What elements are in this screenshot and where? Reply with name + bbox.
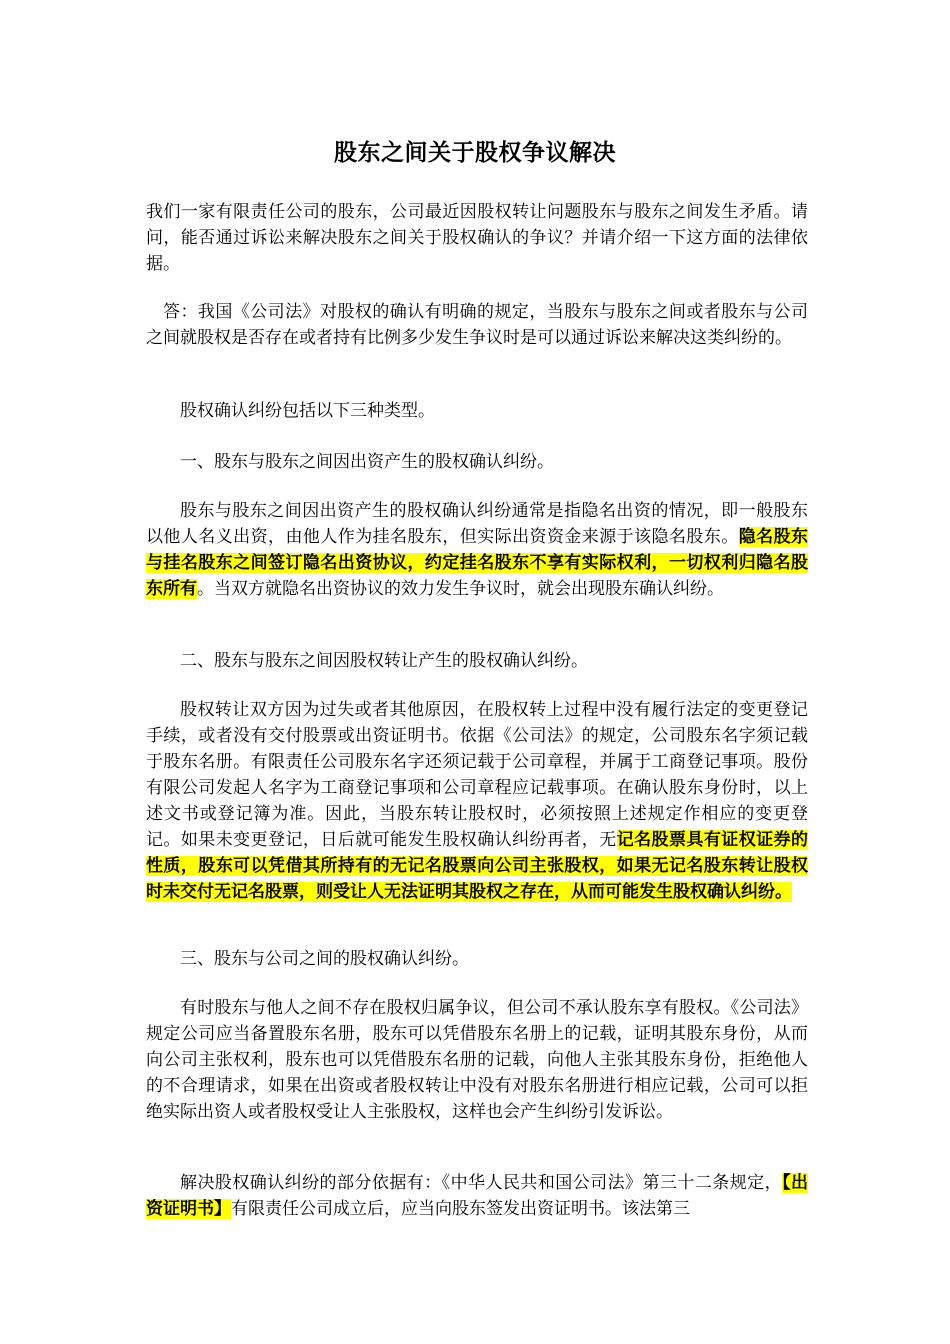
section3-paragraph: 有时股东与他人之间不存在股权归属争议，但公司不承认股东享有股权。《公司法》规定公司应当备置股东名册，股东可以凭借股东名册上的记载，证明其股东身份，从而向公司主张权利，股东也可以凭借股东名册的记载，向他人主张其股东身份，拒绝他人的不合理请求，如果在出资或者股权转让中没有对股东名册进行相应记载，公司可以拒绝实际出资人或者股权受让人主张股权，这样也会产生纠纷引发诉讼。	[146, 998, 808, 1122]
section1-text-end: 。当双方就隐名出资协议的效力发生争议时，就会出现股东确认纠纷。	[197, 579, 724, 599]
section2-paragraph	[146, 697, 808, 905]
section2-text-start: 股权转让双方因为过失或者其他原因，在股权转上过程中没有履行法定的变更登记手续，或者没有交付股票或出资证明书。依据《公司法》的规定，公司股东名字须记载于股东名册。有限责任公司股东名字还须记载于公司章程，并属于工商登记事项。股份有限公司发起人名字为工商登记事项和公司章程应记载事项。在确认股东身份时，以上述文书或登记簿为准。因此，当股东转让股权时，必须按照上述规定作相应的变更登记。如果未变更登记，日后就可能发生股权确认纠纷再者，无	[146, 700, 808, 850]
document-title: 股东之间关于股权争议解决	[334, 140, 616, 166]
legal-basis-text-start: 解决股权确认纠纷的部分依据有：《中华人民共和国公司法》第三十二条规定，	[180, 1173, 783, 1193]
question-paragraph: 我们一家有限责任公司的股东，公司最近因股权转让问题股东与股东之间发生矛盾。请问，能否通过诉讼来解决股东之间关于股权确认的争议？并请介绍一下这方面的法律依据。	[146, 202, 808, 274]
section1-text-start: 股东与股东之间因出资产生的股权确认纠纷通常是指隐名出资的情况，即一般股东以他人名义出资，由他人作为挂名股东，但实际出资资金来源于该隐名股东。	[146, 501, 808, 547]
answer-paragraph: 答：我国《公司法》对股权的确认有明确的规定，当股东与股东之间或者股东与公司之间就股权是否存在或者持有比例多少发生争议时是可以通过诉讼来解决这类纠纷的。	[146, 302, 808, 348]
legal-basis-paragraph	[146, 1170, 808, 1222]
types-intro-paragraph: 股权确认纠纷包括以下三种类型。	[180, 401, 435, 421]
section3-heading: 三、股东与公司之间的股权确认纠纷。	[180, 949, 469, 969]
section1-heading: 一、股东与股东之间因出资产生的股权确认纠纷。	[180, 452, 554, 472]
section1-highlighted-text: 隐名股东与挂名股东之间签订隐名出资协议，约定挂名股东不享有实际权利，一切权利归隐名股东所有	[146, 527, 809, 599]
section2-highlighted-text: 记名股票具有证权证券的性质，股东可以凭借其所持有的无记名股票向公司主张股权，如果无记名股东转让股权时未交付无记名股票，则受让人无法证明其股权之存在，从而可能发生股权确认纠纷。	[146, 830, 809, 902]
section2-heading: 二、股东与股东之间因股权转让产生的股权确认纠纷。	[180, 651, 588, 671]
legal-basis-highlighted-text: 【出资证明书】	[146, 1173, 809, 1219]
legal-basis-text-end: 有限责任公司成立后，应当向股东签发出资证明书。该法第三	[231, 1199, 690, 1219]
section1-paragraph	[146, 498, 808, 602]
